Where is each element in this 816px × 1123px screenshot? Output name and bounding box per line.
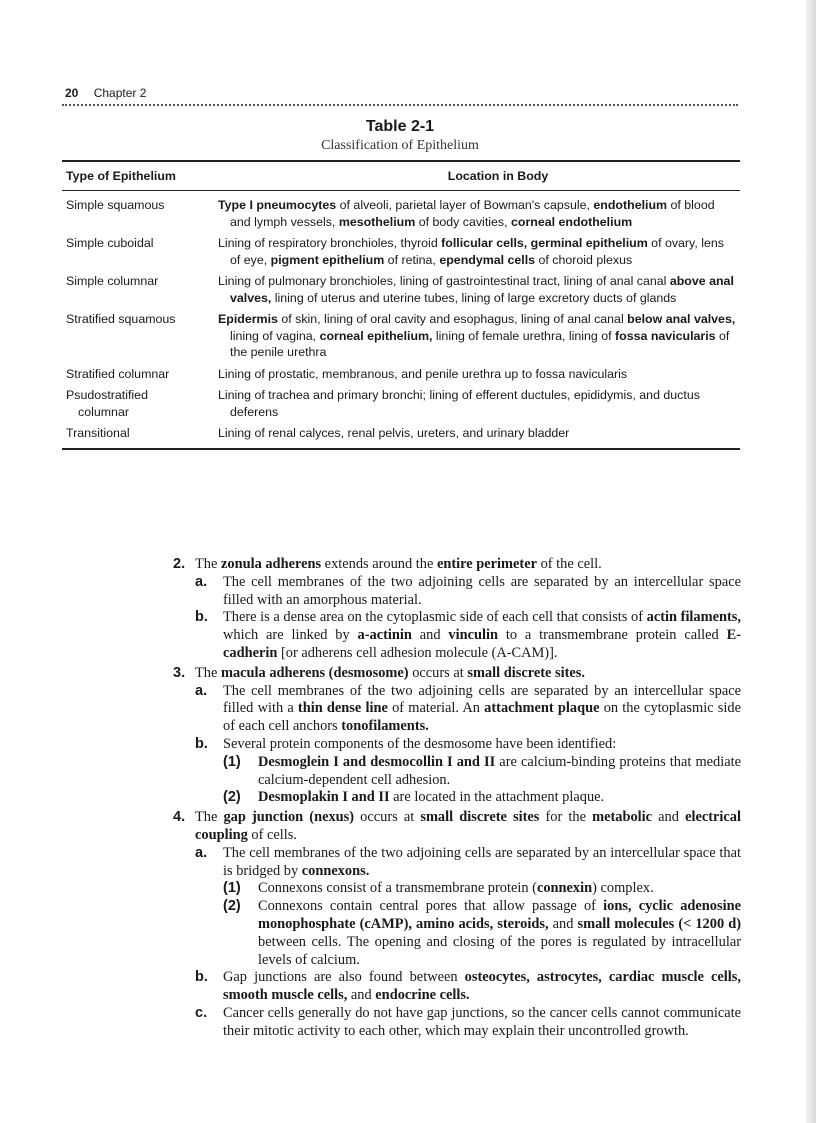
outline-text [258, 789, 741, 807]
text-run: The [195, 809, 224, 826]
body-location [218, 197, 740, 230]
outline-body [173, 554, 741, 1041]
type-label: Stratified squamous [66, 312, 176, 326]
bold-term: connexin [536, 880, 593, 897]
bold-term: connexons. [301, 862, 370, 879]
outline-text [195, 809, 741, 845]
text-run: Lining of respiratory bronchioles, thyroid [218, 236, 442, 250]
text-run: of blood and lymph vessels, [230, 198, 715, 229]
table-title: Table 2-1 [365, 118, 435, 135]
outline-item-level-3 [223, 898, 741, 969]
table-body [62, 197, 740, 448]
type-label: Simple cuboidal [66, 236, 154, 250]
bold-term: small discrete sites. [467, 664, 585, 681]
outline-label: (2) [223, 898, 241, 915]
outline-label: (1) [223, 880, 241, 897]
outline-text [258, 898, 741, 969]
text-run: The cell membranes of the two adjoining cells are separated by an intercellular space filled with a [223, 682, 741, 717]
header-rule [62, 104, 738, 106]
bold-term: mesothelium [338, 214, 416, 229]
outline-item-level-2 [195, 609, 741, 662]
type-label: Simple squamous [66, 198, 165, 212]
type-label-continued: columnar [78, 404, 129, 419]
text-run: There is a dense area on the cytoplasmic side of each cell that consists of [223, 609, 647, 626]
bold-term: ependymal cells [439, 252, 536, 267]
text-run: of alveoli, parietal layer of Bowman's capsule, [336, 198, 594, 212]
outline-label: 4. [173, 809, 186, 826]
outline-label: 2. [173, 556, 186, 572]
bold-term: vinculin [448, 627, 499, 644]
text-run: Lining of trachea and primary bronchi; lining of efferent ductules, epididymis, and ductus deferens [218, 388, 700, 419]
type-label: Transitional [66, 426, 130, 440]
bold-term: Desmoglein I and desmocollin I and II [258, 753, 496, 770]
outline-label: a. [195, 844, 208, 861]
bold-term: electrical coupling [195, 809, 741, 843]
bold-term: ions, cyclic adenosine monophosphate (cAMP), amino acids, steroids, [258, 898, 741, 932]
outline-text [258, 754, 741, 790]
text-run: The cell membranes of the two adjoining cells are separated by an intercellular space filled with an amorphous material. [223, 573, 741, 608]
text-run: lining of female urethra, lining of [432, 328, 616, 343]
text-run: for the [539, 809, 593, 826]
page-edge-shadow [806, 0, 816, 1123]
outline-label: b. [195, 735, 208, 752]
bold-term: thin dense line [297, 700, 388, 717]
text-run: and [347, 987, 376, 1004]
outline-text [223, 1005, 741, 1041]
table-row [62, 425, 740, 442]
outline-item-level-1 [173, 665, 741, 683]
table-row [62, 366, 740, 383]
outline-label: a. [195, 682, 208, 699]
outline-text [223, 683, 741, 736]
outline-label: b. [195, 969, 208, 986]
text-run: [or adherens cell adhesion molecule (A-CAM)]. [277, 644, 558, 661]
text-run: of body cavities, [415, 214, 511, 229]
bold-term: metabolic [592, 809, 653, 826]
text-run: of material. An [387, 700, 485, 717]
outline-label: (1) [223, 753, 241, 770]
epithelium-type [62, 235, 218, 268]
bold-term: fossa navicularis [615, 328, 716, 343]
text-run: of ovary, lens of eye, [230, 236, 724, 267]
outline-label: a. [195, 573, 208, 590]
table-row [62, 273, 740, 306]
epithelium-type [62, 425, 218, 442]
text-run: on the cytoplasmic side of each cell anchors [223, 700, 741, 735]
text-run: are located in the attachment plaque. [389, 789, 605, 806]
table-header-row [62, 162, 740, 191]
text-run: of the cell. [537, 556, 602, 572]
outline-label: 3. [173, 664, 186, 681]
bold-term: small discrete sites [420, 809, 540, 826]
outline-item-level-2 [195, 845, 741, 881]
bold-term: Type I pneumocytes [218, 198, 337, 212]
outline-label: c. [195, 1004, 208, 1021]
outline-item-level-3 [223, 880, 741, 898]
table-row [62, 197, 740, 230]
body-location [218, 425, 740, 442]
body-location [218, 311, 740, 361]
text-run: extends around the [321, 556, 437, 572]
page-number: 20 [65, 86, 79, 100]
type-label: Stratified columnar [66, 366, 170, 381]
text-run: The cell membranes of the two adjoining cells are separated by an intercellular space that is bridged by [223, 844, 741, 879]
bold-term: follicular cells, germinal epithelium [441, 236, 648, 250]
text-run: and [652, 809, 686, 826]
epithelium-type [62, 311, 218, 361]
type-label: Psudostratified [66, 388, 148, 402]
text-run: of skin, lining of oral cavity and esophagus, lining of anal canal [277, 312, 628, 326]
text-run: lining of vagina, [230, 328, 320, 343]
outline-item-level-2 [195, 1005, 741, 1041]
text-run: of choroid plexus [535, 252, 633, 267]
epithelium-type [62, 273, 218, 306]
text-run: occurs at [408, 664, 468, 681]
text-run: of cells. [247, 826, 297, 843]
outline-text [223, 609, 741, 662]
chapter-label: Chapter 2 [93, 86, 147, 100]
outline-item-level-3 [223, 754, 741, 790]
bold-term: E-cadherin [223, 627, 741, 661]
text-run: ) complex. [592, 880, 654, 897]
text-run: Gap junctions are also found between [223, 969, 465, 986]
bold-term: above anal valves, [230, 274, 734, 305]
type-label: Simple columnar [66, 274, 159, 288]
bold-term: a-actinin [357, 627, 412, 644]
text-run: occurs at [354, 809, 421, 826]
epithelium-type [62, 197, 218, 230]
body-location [218, 235, 740, 268]
text-run: Connexons consist of a transmembrane protein ( [258, 880, 537, 897]
outline-label: b. [195, 609, 208, 626]
outline-label: (2) [223, 789, 241, 806]
outline-item-level-2 [195, 969, 741, 1005]
text-run: Lining of pulmonary bronchioles, lining of gastrointestinal tract, lining of anal canal [218, 274, 670, 288]
bold-term: entire perimeter [436, 556, 537, 572]
table-row [62, 387, 740, 420]
bold-term: corneal endothelium [510, 214, 633, 229]
text-run: are calcium-binding proteins that mediate calcium-dependent cell adhesion. [258, 753, 742, 788]
outline-text [223, 969, 741, 1005]
text-run: and [548, 915, 578, 932]
bold-term: actin filaments, [646, 609, 741, 626]
outline-item-level-3 [223, 789, 741, 807]
column-header-type: Type of Epithelium [66, 168, 176, 183]
table-caption: Classification of Epithelium [321, 138, 479, 153]
table-row [62, 235, 740, 268]
text-run: and [411, 627, 449, 644]
body-location [218, 273, 740, 306]
outline-text [195, 665, 741, 683]
text-run: Lining of prostatic, membranous, and penile urethra up to fossa navicularis [218, 366, 628, 381]
table-row [62, 311, 740, 361]
running-head [65, 86, 146, 100]
body-location [218, 387, 740, 420]
bold-term: macula adherens (desmosome) [220, 664, 409, 681]
text-run: to a transmembrane protein called [498, 627, 727, 644]
outline-item-level-1 [173, 809, 741, 845]
text-run: Several protein components of the desmosome have been identified: [223, 735, 617, 752]
bold-term: Epidermis [218, 312, 278, 326]
epithelium-type [62, 366, 218, 383]
bold-term: small molecules (< 1200 d) [577, 915, 741, 932]
text-run: of retina, [384, 252, 440, 267]
outline-item-level-1 [173, 556, 741, 574]
bold-term: gap junction (nexus) [223, 809, 355, 826]
outline-text [223, 574, 741, 610]
text-run: The [195, 664, 221, 681]
bold-term: endocrine cells. [375, 987, 470, 1004]
bold-term: below anal valves, [627, 312, 736, 326]
bold-term: Desmoplakin I and II [258, 789, 390, 806]
outline-text [195, 556, 741, 574]
column-header-location: Location in Body [447, 168, 549, 183]
text-run: Lining of renal calyces, renal pelvis, ureters, and urinary bladder [218, 426, 570, 440]
outline-item-level-2 [195, 736, 741, 754]
text-run: lining of uterus and uterine tubes, lining of large excretory ducts of glands [271, 290, 677, 305]
epithelium-type [62, 387, 218, 420]
bold-term: osteocytes, astrocytes, cardiac muscle cells, smooth muscle cells, [223, 969, 741, 1004]
bold-term: endothelium [593, 198, 668, 212]
outline-text [223, 845, 741, 881]
text-run: Connexons contain central pores that allow passage of [258, 898, 604, 915]
body-location [218, 366, 740, 383]
text-run: of the penile urethra [230, 328, 730, 359]
bold-term: pigment epithelium [270, 252, 385, 267]
text-run: Cancer cells generally do not have gap junctions, so the cancer cells cannot communicate their mitotic activity to each other, which may explain their uncontrolled growth. [223, 1004, 741, 1039]
text-run: which are linked by [223, 627, 358, 644]
outline-item-level-2 [195, 574, 741, 610]
outline-text [258, 880, 741, 898]
text-run: The [195, 556, 221, 572]
text-run: between cells. The opening and closing of the pores is regulated by intracellular levels of calcium. [258, 933, 741, 968]
epithelium-table [62, 160, 740, 450]
bold-term: zonula adherens [220, 556, 322, 572]
bold-term: corneal epithelium, [319, 328, 433, 343]
outline-text [223, 736, 741, 754]
outline-item-level-2 [195, 683, 741, 736]
bold-term: tonofilaments. [341, 718, 429, 735]
bold-term: attachment plaque [484, 700, 600, 717]
